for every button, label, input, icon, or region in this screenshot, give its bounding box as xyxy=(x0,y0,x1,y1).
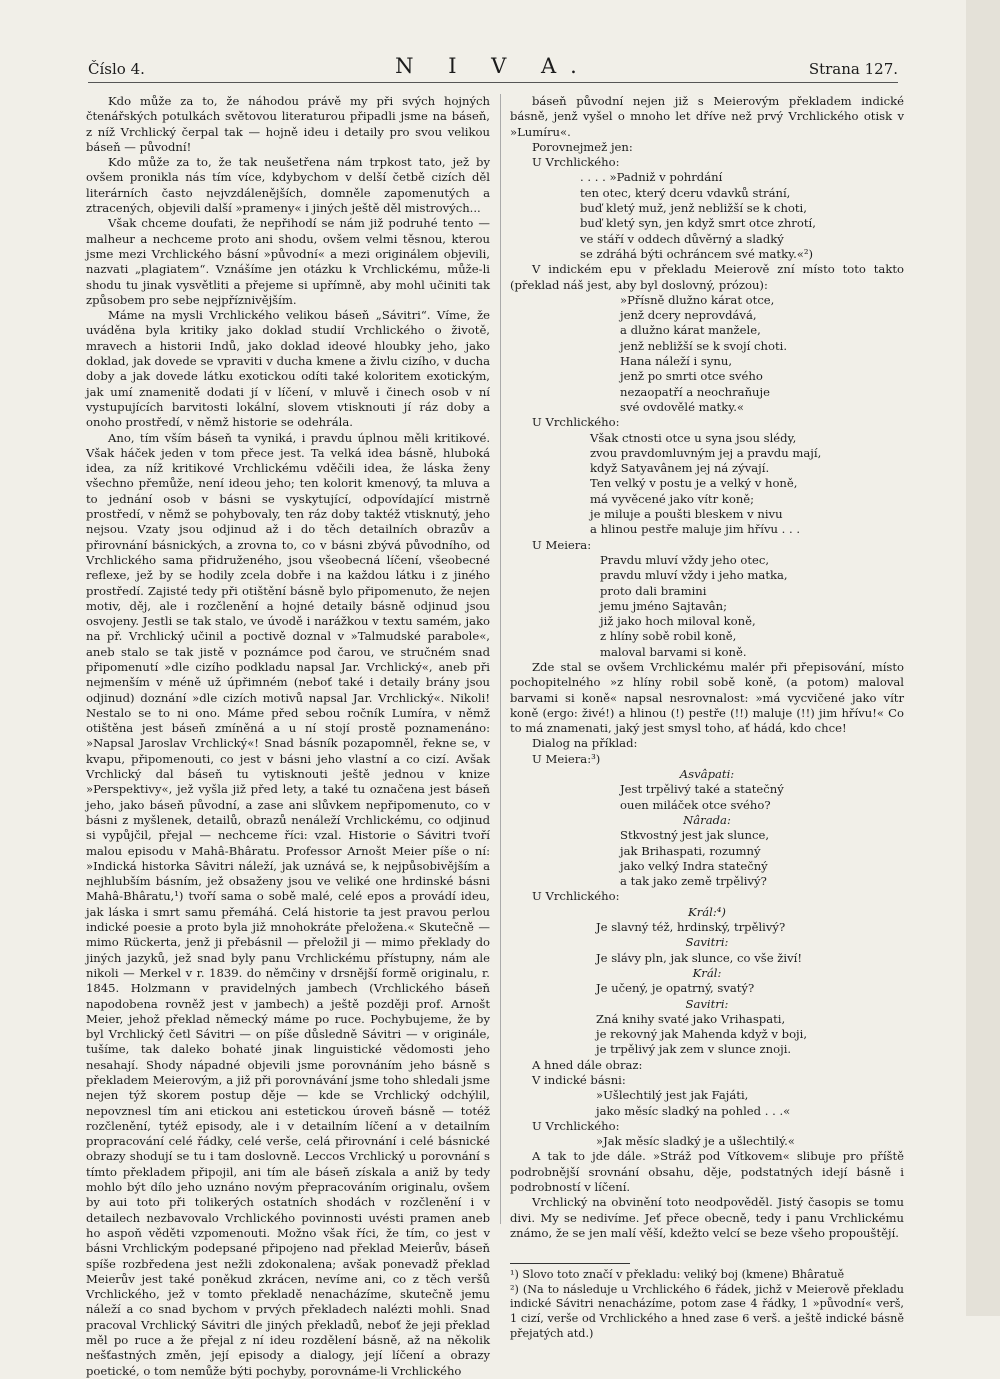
verse-line: buď kletý muž, jenž nebližší se k choti, xyxy=(580,201,807,216)
verse-line: . . . . »Padniž v pohrdání xyxy=(580,170,723,185)
right-column-body xyxy=(510,94,904,1241)
speaker-label: U Vrchlického: xyxy=(532,155,620,170)
paragraph: Kdo může za to, že tak neušetřena nám trpkost tato, jež by ovšem pronikla nás tím více, kdybychom v delší četbě cizích děl literárních často nejvzdálenějších, domněle zapomenutých a ztracených, objevili další »prameny« i jiných ještě děl mistrových... xyxy=(86,155,490,216)
verse-line: ve stáří v oddech důvěrný a sladký xyxy=(580,231,784,246)
paragraph: Máme na mysli Vrchlického velikou báseň „Sávitri“. Víme, že uváděna byla kritiky jako doklad studií Vrchlického o životě, mravech a historii Indů, jako doklad ideové hloubky jeho, jako doklad, jak dovede se vpraviti v ducha kmene a živlu cizího, v ducha doby a jak dovede látku exotickou odíti také koloritem exotickým, jak umí znamenitě dodati jí v líčení, v mluvě i činech osob v ní vystupujících barvitosti lokální, slovem vtisknouti jí ráz doby a onoho prostředí, v němž historie se odehrála. xyxy=(86,308,490,430)
verse-line: maloval barvami si koně. xyxy=(600,644,747,659)
character-name: Nârada: xyxy=(683,812,731,827)
speaker-label: U Meiera:³) xyxy=(532,751,601,766)
verse-line: Je učený, je opatrný, svatý? xyxy=(596,981,755,996)
verse-line: když Satyavânem jej ná zývají. xyxy=(590,461,770,476)
verse-line: Zná knihy svaté jako Vrihaspati, xyxy=(596,1011,786,1026)
verse-line: se zdráhá býti ochráncem své matky.«²) xyxy=(580,246,814,261)
verse-line: Však ctnosti otce u syna jsou slédy, xyxy=(590,430,797,445)
speaker-label: Dialog na příklad: xyxy=(532,736,638,751)
verse-line: je trpělivý jak zem v slunce znoji. xyxy=(596,1042,792,1057)
verse-line: své ovdovělé matky.« xyxy=(620,399,745,414)
verse-block xyxy=(510,170,904,262)
character-name: Savitri: xyxy=(685,935,729,950)
verse-line: je rekovný jak Mahenda když v boji, xyxy=(596,1027,808,1042)
paragraph: Vrchlický na obvinění toto neodpověděl. Jistý časopis se tomu divi. My se nedivíme. Jeť přece obecně, tedy i panu Vrchlickému známo, že se jen malí věší, kdežto velcí se beze všeho propouštějí. xyxy=(510,1195,904,1240)
verse-line: Pravdu mluví vždy jeho otec, xyxy=(600,552,770,567)
verse-line: Hana náleží i synu, xyxy=(620,354,733,369)
verse-block xyxy=(510,1134,904,1149)
verse-line: jako měsíc sladký na pohled . . .« xyxy=(596,1103,791,1118)
page-number: Strana 127. xyxy=(808,60,898,78)
verse-block xyxy=(510,782,904,813)
verse-line: ten otec, který dceru vdavků strání, xyxy=(580,185,791,200)
verse-line: již jako hoch miloval koně, xyxy=(600,614,756,629)
verse-line: zvou pravdomluvným jej a pravdu mají, xyxy=(590,445,822,460)
verse-block xyxy=(510,1088,904,1119)
speaker-label: U Vrchlického: xyxy=(532,1118,620,1133)
footnote: ¹) Slovo toto značí v překladu: veliký boj (kmene) Bhâratuě xyxy=(510,1268,845,1282)
verse-line: je miluje a poušti bleskem v nivu xyxy=(590,507,783,522)
paragraph: báseň původní nejen již s Meierovým překladem indické básně, jenž vyšel o mnoho let dříve než prvý Vrchlického otisk v »Lumíru«. xyxy=(510,94,904,139)
speaker-label: U Meiera: xyxy=(532,537,592,552)
verse-line: jenž nebližší se k svojí choti. xyxy=(620,338,787,353)
speaker-label: V indické básni: xyxy=(532,1073,626,1087)
verse-line: nezaopatří a neochraňuje xyxy=(620,384,770,399)
verse-line: jenž po smrti otce svého xyxy=(620,369,763,384)
verse-line: proto dali bramini xyxy=(600,583,707,598)
paragraph: Kdo může za to, že náhodou právě my při svých hojných čtenářských potulkách světovou literaturou připadli jsme na báseň, z níž Vrchlický čerpal tak — hojně ideu i detaily pro svou velikou báseň — původní! xyxy=(86,94,490,154)
verse-block xyxy=(510,828,904,889)
character-name: Král:⁴) xyxy=(688,904,726,919)
verse-line: z hlíny sobě robil koně, xyxy=(600,629,737,644)
speaker-label: U Vrchlického: xyxy=(532,889,620,904)
page-edge-strip xyxy=(966,0,1000,1316)
left-column xyxy=(86,94,490,1379)
character-name: Asvâpati: xyxy=(679,767,735,782)
paragraph: Však chceme doufati, že nepřihodí se nám již podruhé tento — malheur a nechceme proto ani shodu, ovšem velmi těsnou, kterou jsme mezi Vrchlického básní »původní« a mezi originálem objevili, nazvati „plagiatem“. Vznášíme jen otázku k Vrchlickému, může-li shodu tu jinak vysvětliti a přejeme si upřímně, aby mohl učiniti tak způsobem pro sebe nejpříznivějším. xyxy=(86,216,490,307)
column-divider xyxy=(500,94,501,1224)
verse-line: Je slávy pln, jak slunce, co vše živí! xyxy=(596,950,802,965)
verse-block xyxy=(510,293,904,415)
verse-line: Je slavný též, hrdinský, trpělivý? xyxy=(596,920,786,935)
verse-line: má vyvěcené jako vítr koně; xyxy=(590,491,755,506)
character-name: Král: xyxy=(692,965,722,980)
paragraph: V indickém epu v překladu Meierově zní místo toto takto (překlad náš jest, aby byl doslovný, prózou): xyxy=(510,262,904,292)
verse-line: Ten velký v postu je a velký v honě, xyxy=(590,476,798,491)
verse-line: buď kletý syn, jen když smrt otce zhrotí, xyxy=(580,216,816,231)
issue-number: Číslo 4. xyxy=(88,60,145,78)
header-rule xyxy=(88,82,898,83)
footnotes xyxy=(510,1268,904,1341)
speaker-label: Porovnejmež jen: xyxy=(532,139,633,154)
paragraph: Zde stal se ovšem Vrchlickému malér při přepisování, místo pochopitelného »z hlíny robil sobě koně, (a potom) maloval barvami si koně« napsal nesrovnalost: »má vycvičené jako vítr koně (ergo: živé!) a hlinou (!) pestře (!!) maluje (!!) jim hřívu!« Co to má znamenati, jaký jest smysl toho, ať hádá, kdo chce! xyxy=(510,659,904,736)
verse-line: pravdu mluví vždy i jeho matka, xyxy=(600,568,788,583)
verse-line: a dlužno kárat manžele, xyxy=(620,323,761,338)
verse-block xyxy=(510,553,904,660)
verse-line: a tak jako země trpělivý? xyxy=(620,874,767,889)
speaker-label: U Vrchlického: xyxy=(532,415,620,430)
verse-line: jako velký Indra statečný xyxy=(620,858,768,873)
verse-line: jemu jméno Sajtavân; xyxy=(600,598,728,613)
paragraph: A hned dále obraz: xyxy=(532,1057,643,1072)
verse-line: »Ušlechtilý jest jak Fajáti, xyxy=(596,1088,749,1103)
verse-line: »Přísně dlužno kárat otce, xyxy=(620,292,775,307)
footnote: ²) (Na to následuje u Vrchlického 6 řádek, jichž v Meierově překladu indické Sávitri nenacházíme, potom zase 4 řádky, 1 »původní« verš, 1 cizí, verše od Vrchlického a hned zase 6 verš. a ještě indické básně přejatých atd.) xyxy=(510,1282,904,1340)
verse-block xyxy=(510,951,904,966)
footnote-rule xyxy=(510,1263,630,1264)
periodical-title: N I V A. xyxy=(395,54,591,78)
right-column xyxy=(510,94,904,1341)
verse-block xyxy=(510,920,904,935)
verse-line: Jest trpělivý také a statečný xyxy=(620,782,784,797)
verse-block xyxy=(510,1012,904,1058)
verse-line: a hlinou pestře maluje jim hřívu . . . xyxy=(590,522,801,537)
verse-line: jenž dcery neprovdává, xyxy=(620,308,757,323)
verse-block xyxy=(510,431,904,538)
verse-line: Stkvostný jest jak slunce, xyxy=(620,828,770,843)
verse-line: »Jak měsíc sladký je a ušlechtilý.« xyxy=(596,1134,795,1149)
verse-block xyxy=(510,981,904,996)
paragraph: A tak to jde dále. »Stráž pod Vítkovem« slibuje pro příště podrobnější srovnání obsahu, děje, podstatných idejí básně i podrobností v líčení. xyxy=(510,1149,904,1195)
character-name: Savitri: xyxy=(685,996,729,1011)
verse-line: ouen miláček otce svého? xyxy=(620,797,771,812)
paragraph: Ano, tím vším báseň ta vyniká, i pravdu úplnou měli kritikové. Však háček jeden v tom přece jest. Ta velká idea básně, hluboká idea, za níž kritikové Vrchlickému vděčili idea, že láska ženy všechno přemůže, není ideou jeho; ten kolorit kmenový, ta mluva a to jednání osob v básni se vyskytující, odpovídající mistrně prostředí, v němž se pohybovaly, ten ráz doby taktéž vtisknutý, jeho nejsou. Vzaty jsou odjinud až i do těch detailních obrazův a přirovnání básnických, a zrovna to, co v básni zbývá původního, od Vrchlického sama přidruženého, jsou všeobecná líčení, všeobecné reflexe, jež by se hodily zcela dobře i na každou látku i z jiného prostředí. Zajisté tedy při otištění básně bylo připomenuto, že nejen motiv, děj, ale i rozčlenění a hojné detaily básně odjinud jsou osvojeny. Jestli se tak stalo, ve úvodě i narážkou v textu samém, jako na př. Vrchlický učinil a poctivě doznal v »Talmudské parabole«, aneb stalo se tak jistě v poznámce pod čarou, ve stručném snad připomenutí »dle cizího podkladu napsal Jar. Vrchlický«, aneb při nejmenším v méně už úpřimném (neboť také i detaily brány jsou odjinud) doznání »dle cizích motivů napsal Jar. Vrchlický«. Nikoli! Nestalo se to ni ono. Máme před sebou ročník Lumíra, v němž otištěna jest báseň zmíněná a u ní stojí prostě poznamenáno: »Napsal Jaroslav Vrchlický«! Snad básník pozapomněl, řekne se, v kvapu, připomenouti, co jest v básni jeho vlastní a co cizí. Avšak Vrchlický dal báseň tu vytisknouti ještě jednou v knize »Perspektivy«, jež vyšla již před lety, a také tu označena jest báseň jeho, jako báseň původní, a zase ani slůvkem nepřipomenuto, co v básni z myšlenek, detailů, obrazů nenáleží Vrchlickému, co odjinud si vypůjčil, přejal — nechceme říci: vzal. Historie o Sávitri tvoří malou episodu v Mahâ-Bhâratu. Professor Arnošt Meier píše o ní: »Indická historka Sâvitri náleží, jak uznává se, k nejpůsobivějším a nejhlubším básním, jež obsaženy jsou ve veliké one hrdinské básni Mahâ-Bhâratu,¹) tvoří sama o sobě malé, celé epos a provádí ideu, jak láska i smrt samu přemáhá. Celá historie ta jest pravou perlou indické poesie a proto byla již mnohokráte přeložena.« Skutečně — mimo Rückerta, jenž ji přebásnil — přeložil ji — mimo překlady do jiných jazyků, jež snad byly panu Vrchlickému přístupny, nám ale nikoli — Merkel v r. 1839. do němčiny v drsnější formě originalu, r. 1845. Holzmann v pravidelných jambech (Vrchlického báseň napodobena rovněž jest v jambech) a ještě později prof. Arnošt Meier, jehož překlad německý máme po ruce. Pochybujeme, že by byl Vrchlický četl Sávitri — on píše důsledně Sávitri — v originále, tušíme, tak daleko bohaté jinak linguistické vědomosti jeho nesahají. Shody nápadné objevili jsme porovnáním jeho básně s překladem Meierovým, a již při porovnávání jsme toho shledali jsme nejen týž skorem postup děje — kde se Vrchlický odchýlil, nepovznesl tím ani etickou ani estetickou úroveň básně — totéž rozčlenění, tytéž episody, ale i v detailním líčení a v detailním propracování celé řádky, celé verše, celá přirovnání i celé básnické obrazy shodují se tu i tam doslovně. Leccos Vrchlický u porovnání s tímto překladem připojil, ani tím ale báseň získala a aniž by tedy mohlo být dílo jeho uznáno novým přepracováním originalu, ovšem by aui toto při tolikerých ostatních shodách v rozčlenění i v detailech nezbavovalo Vrchlického povinnosti uvésti pramen aneb ho aspoň věděti vzpomenouti. Možno však říci, že tím, co jest v básni Vrchlickým podepsané připojeno nad překlad Meierův, báseň spíše rozbředena jest nežli zdokonalena; avšak ponevadž překlad Meierův jest také poněkud zkrácen, nevíme ani, co z těch veršů Vrchlického, jež v tomto překladě nenacházíme, skutečně jemu náleží a co snad bychom v prvých překladech nalézti mohli. Snad pracoval Vrchlický Sávitri dle jiných překladů, neboť že jeji překlad měl po ruce a že přejal z ní ideu rozdělení básně, až na několik nešťastných změn, její episody a dialogy, její líčení a obrazy poetické, o tom nemůže býti pochyby, porovnáme-li Vrchlického xyxy=(86,430,490,1378)
verse-line: jak Brihaspati, rozumný xyxy=(620,843,761,858)
